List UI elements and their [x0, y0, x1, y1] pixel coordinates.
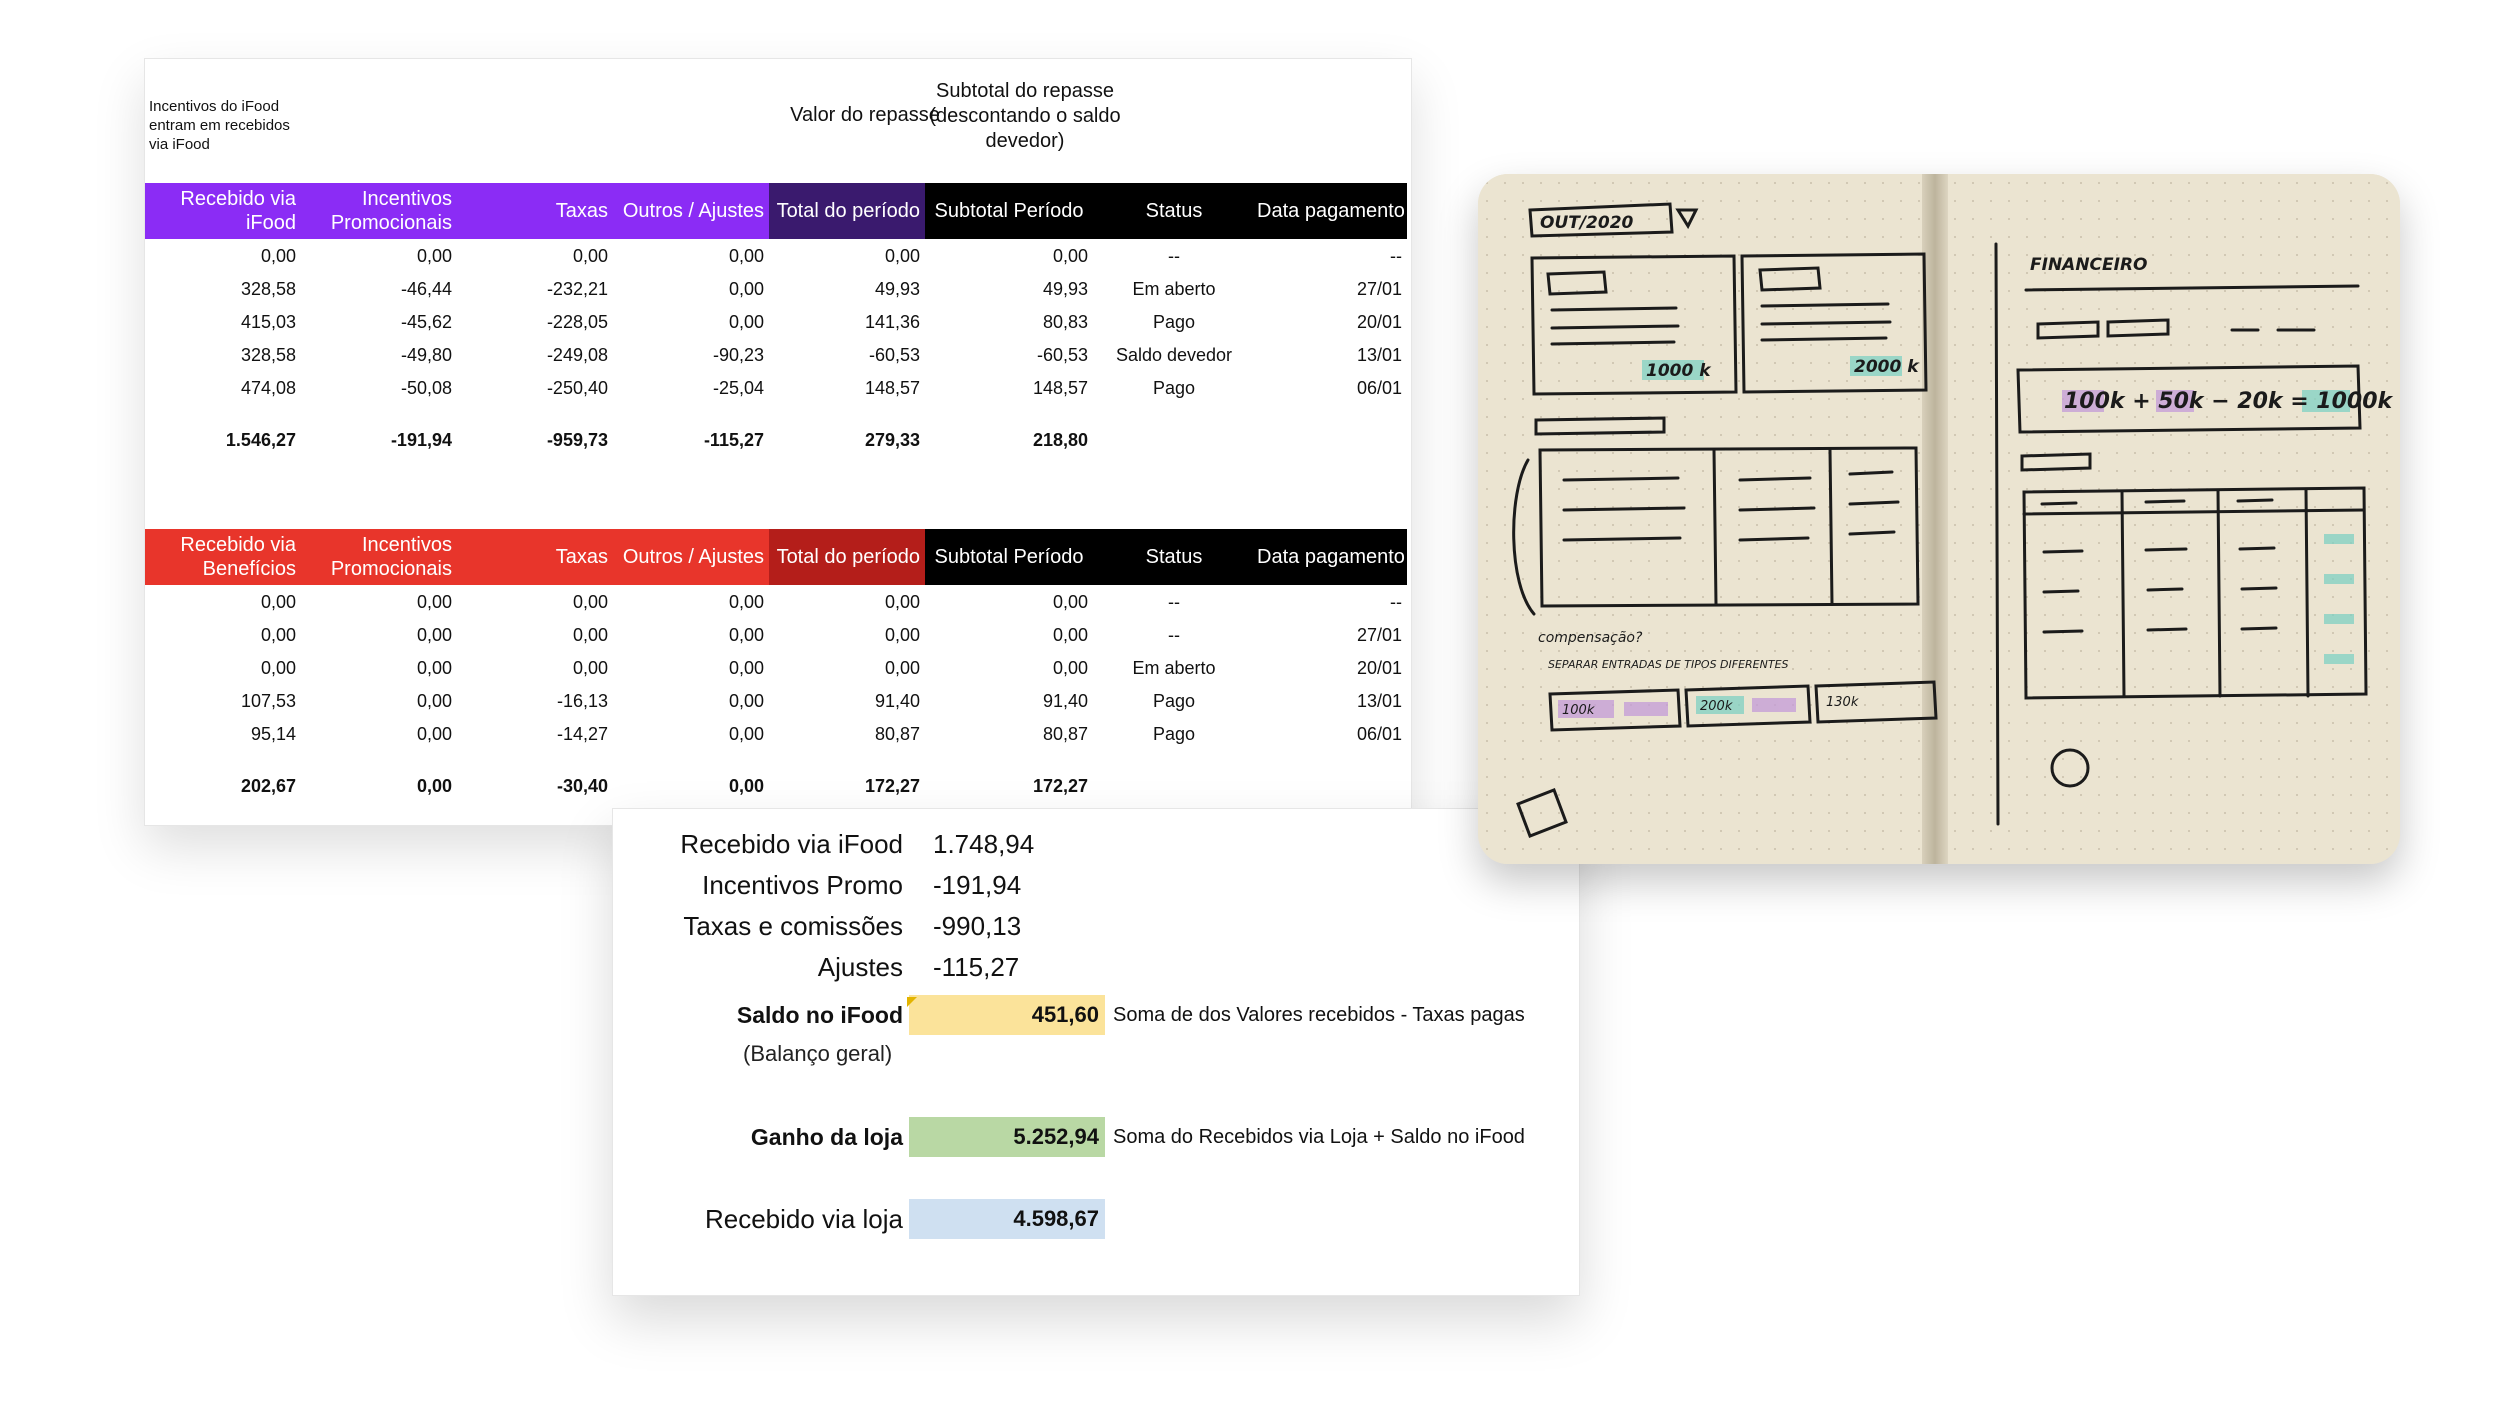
ganho-value-cell[interactable]: 5.252,94 — [909, 1117, 1105, 1157]
table-cell[interactable]: Em aberto — [1132, 657, 1216, 678]
sketch-drawing — [1478, 174, 2400, 864]
summary-row-incentivos — [613, 870, 1109, 901]
comment-marker-icon[interactable] — [907, 997, 917, 1007]
valor-repasse-header: Valor do repasse — [790, 104, 940, 126]
summary-row-ajustes — [613, 952, 1109, 983]
summary-value[interactable]: -191,94 — [933, 870, 1022, 900]
col-header-total[interactable]: Total do período — [769, 529, 925, 585]
total-cell[interactable]: -115,27 — [703, 429, 764, 450]
table-cell[interactable]: 91,40 — [874, 690, 920, 711]
table-cell[interactable]: 0,00 — [416, 245, 452, 266]
ifood-table-header — [145, 183, 1407, 239]
table-cell[interactable]: 0,00 — [728, 278, 764, 299]
summary-row-loja — [613, 1199, 1105, 1239]
col-header-status[interactable]: Status — [1093, 529, 1255, 585]
table-cell[interactable]: 0,00 — [728, 723, 764, 744]
summary-row-ganho — [613, 1117, 1525, 1157]
table-row — [145, 717, 1407, 750]
sketch-note-separate: SEPARAR ENTRADAS DE TIPOS DIFERENTES — [1548, 658, 1789, 671]
table-cell[interactable]: 0,00 — [572, 591, 608, 612]
table-cell[interactable]: -- — [1168, 591, 1180, 612]
table-cell[interactable]: 148,57 — [1032, 377, 1088, 398]
saldo-note: Soma de dos Valores recebidos - Taxas pagas — [1113, 1003, 1525, 1026]
loja-value-cell[interactable]: 4.598,67 — [909, 1199, 1105, 1239]
loja-label: Recebido via loja — [704, 1203, 903, 1234]
table-row — [145, 272, 1407, 305]
table-cell[interactable]: 06/01 — [1356, 377, 1402, 398]
col-header-status[interactable]: Status — [1093, 183, 1255, 239]
total-cell[interactable]: -191,94 — [390, 429, 452, 450]
col-header-taxas[interactable]: Taxas — [457, 529, 613, 585]
col-header-outros[interactable]: Outros / Ajustes — [613, 529, 769, 585]
total-cell[interactable]: -959,73 — [546, 429, 608, 450]
table-cell[interactable]: Pago — [1152, 377, 1196, 398]
ifood-incentives-note: Incentivos do iFood entram em recebidos via iFood — [149, 98, 290, 153]
table-cell[interactable]: 0,00 — [728, 624, 764, 645]
table-cell[interactable]: 0,00 — [1052, 245, 1088, 266]
table-cell[interactable]: -- — [1168, 624, 1180, 645]
summary-value[interactable]: -115,27 — [933, 952, 1020, 982]
table-row — [145, 371, 1407, 404]
sketch-card-a: 1000 k — [1646, 361, 1711, 381]
table-cell[interactable]: -50,08 — [400, 377, 452, 398]
table-cell[interactable]: 95,14 — [250, 723, 296, 744]
table-cell[interactable]: 0,00 — [260, 624, 296, 645]
table-cell[interactable]: Pago — [1152, 690, 1196, 711]
table-cell[interactable]: 0,00 — [884, 624, 920, 645]
total-cell[interactable]: 279,33 — [864, 429, 920, 450]
table-cell[interactable]: -45,62 — [400, 311, 452, 332]
table-cell[interactable]: 80,87 — [874, 723, 920, 744]
saldo-label: Saldo no iFood — [736, 1001, 903, 1028]
summary-value[interactable]: -990,13 — [933, 911, 1022, 941]
col-header-outros[interactable]: Outros / Ajustes — [613, 183, 769, 239]
sketch-note-question: compensação? — [1538, 630, 1643, 646]
table-cell[interactable]: Em aberto — [1132, 278, 1216, 299]
sketch-mini-3: 130k — [1826, 695, 1859, 710]
table-cell[interactable]: 0,00 — [1052, 657, 1088, 678]
total-cell[interactable]: 1.546,27 — [225, 429, 296, 450]
total-cell[interactable]: 172,27 — [1032, 775, 1088, 796]
col-header-data[interactable]: Data pagamento — [1255, 529, 1407, 585]
table-cell[interactable]: 0,00 — [1052, 624, 1088, 645]
table-cell[interactable]: 0,00 — [884, 245, 920, 266]
table-cell[interactable]: 0,00 — [728, 591, 764, 612]
table-cell[interactable]: -228,05 — [546, 311, 608, 332]
table-cell[interactable]: 0,00 — [728, 311, 764, 332]
table-cell[interactable]: 20/01 — [1356, 657, 1402, 678]
col-header-subtotal[interactable]: Subtotal Período — [925, 529, 1093, 585]
ganho-label: Ganho da loja — [750, 1123, 903, 1150]
summary-label: Ajustes — [817, 952, 903, 982]
col-header-recebido-ifood[interactable]: Recebido via iFood — [145, 183, 301, 239]
table-cell[interactable]: 0,00 — [416, 690, 452, 711]
notebook-sketch-photo — [1478, 174, 2400, 864]
table-cell[interactable]: 27/01 — [1356, 278, 1402, 299]
table-cell[interactable]: Pago — [1152, 311, 1196, 332]
saldo-value-cell[interactable]: 451,60 — [909, 995, 1105, 1035]
balance-summary-card — [612, 808, 1580, 1296]
sketch-title: FINANCEIRO — [2030, 255, 2148, 275]
ifood-spreadsheet — [144, 58, 1412, 826]
table-cell[interactable]: 141,36 — [864, 311, 920, 332]
table-row — [145, 305, 1407, 338]
table-cell[interactable]: 91,40 — [1042, 690, 1088, 711]
table-cell[interactable]: 0,00 — [260, 591, 296, 612]
table-cell[interactable]: 0,00 — [416, 591, 452, 612]
balanco-label: (Balanço geral) — [743, 1041, 893, 1066]
table-cell[interactable]: -- — [1168, 245, 1180, 266]
table-cell[interactable]: -249,08 — [546, 344, 608, 365]
ifood-table — [145, 183, 1407, 456]
col-header-recebido-beneficios[interactable]: Recebido via Benefícios — [145, 529, 301, 585]
table-cell[interactable]: 328,58 — [240, 344, 296, 365]
table-row — [145, 684, 1407, 717]
table-cell[interactable]: 27/01 — [1356, 624, 1402, 645]
table-cell[interactable]: 13/01 — [1356, 344, 1402, 365]
summary-label: Recebido via iFood — [680, 829, 903, 859]
table-cell[interactable]: 0,00 — [572, 245, 608, 266]
table-cell[interactable]: 0,00 — [416, 624, 452, 645]
table-cell[interactable]: 107,53 — [240, 690, 296, 711]
table-cell[interactable]: 0,00 — [1052, 591, 1088, 612]
beneficios-table-header — [145, 529, 1407, 585]
summary-label: Incentivos Promo — [702, 870, 903, 900]
table-cell[interactable]: 0,00 — [728, 657, 764, 678]
col-header-incentivos[interactable]: Incentivos Promocionais — [301, 183, 457, 239]
totals-row — [145, 769, 1407, 802]
table-cell[interactable]: 0,00 — [884, 657, 920, 678]
col-header-data[interactable]: Data pagamento — [1255, 183, 1407, 239]
table-cell[interactable]: -60,53 — [868, 344, 920, 365]
table-cell[interactable]: -232,21 — [546, 278, 608, 299]
table-cell[interactable]: 474,08 — [240, 377, 296, 398]
sketch-card-b: 2000 k — [1854, 357, 1919, 377]
sketch-mini-1: 100k — [1562, 703, 1595, 718]
table-cell[interactable]: 0,00 — [572, 657, 608, 678]
summary-value[interactable]: 1.748,94 — [933, 829, 1035, 859]
table-cell[interactable]: 0,00 — [572, 624, 608, 645]
col-header-incentivos[interactable]: Incentivos Promocionais — [301, 529, 457, 585]
table-cell[interactable]: 0,00 — [728, 245, 764, 266]
table-cell[interactable]: Saldo devedor — [1115, 344, 1233, 365]
summary-row-recebido-ifood — [613, 829, 1109, 860]
table-cell[interactable]: -25,04 — [712, 377, 764, 398]
sketch-mini-2: 200k — [1700, 699, 1733, 714]
summary-row-saldo — [613, 995, 1525, 1035]
table-cell[interactable]: 49,93 — [874, 278, 920, 299]
col-header-subtotal[interactable]: Subtotal Período — [925, 183, 1093, 239]
total-cell[interactable]: 172,27 — [864, 775, 920, 796]
table-cell[interactable]: -- — [1390, 591, 1402, 612]
table-cell[interactable]: 80,87 — [1042, 723, 1088, 744]
table-row — [145, 239, 1407, 272]
table-cell[interactable]: Pago — [1152, 723, 1196, 744]
summary-row-taxas — [613, 911, 1109, 942]
table-cell[interactable]: 0,00 — [416, 657, 452, 678]
table-cell[interactable]: 0,00 — [260, 245, 296, 266]
table-cell[interactable]: -46,44 — [400, 278, 452, 299]
totals-row — [145, 423, 1407, 456]
table-row — [145, 585, 1407, 618]
table-cell[interactable]: 0,00 — [884, 591, 920, 612]
table-cell[interactable]: 80,83 — [1042, 311, 1088, 332]
table-cell[interactable]: 0,00 — [416, 723, 452, 744]
total-cell[interactable]: 0,00 — [416, 775, 452, 796]
total-cell[interactable]: 202,67 — [240, 775, 296, 796]
table-row — [145, 651, 1407, 684]
table-row — [145, 338, 1407, 371]
col-header-total[interactable]: Total do período — [769, 183, 925, 239]
table-cell[interactable]: -16,13 — [556, 690, 608, 711]
sketch-formula: 100k + 50k − 20k = 1000k — [2064, 389, 2393, 414]
table-cell[interactable]: -250,40 — [546, 377, 608, 398]
total-cell[interactable]: 0,00 — [728, 775, 764, 796]
sketch-month: OUT/2020 — [1540, 213, 1634, 233]
table-cell[interactable]: 415,03 — [240, 311, 296, 332]
table-cell[interactable]: -90,23 — [712, 344, 764, 365]
total-cell[interactable]: 218,80 — [1032, 429, 1088, 450]
table-cell[interactable]: -14,27 — [556, 723, 608, 744]
ganho-note: Soma do Recebidos via Loja + Saldo no iFood — [1113, 1125, 1525, 1148]
table-cell[interactable]: 49,93 — [1042, 278, 1088, 299]
total-cell[interactable]: -30,40 — [556, 775, 608, 796]
table-cell[interactable]: 06/01 — [1356, 723, 1402, 744]
table-cell[interactable]: -60,53 — [1036, 344, 1088, 365]
table-cell[interactable]: 0,00 — [728, 690, 764, 711]
summary-label: Taxas e comissões — [683, 911, 903, 941]
subtotal-repasse-header: Subtotal do repasse (descontando o saldo devedor) — [929, 80, 1121, 152]
table-row — [145, 618, 1407, 651]
table-cell[interactable]: 20/01 — [1356, 311, 1402, 332]
table-cell[interactable]: 13/01 — [1356, 690, 1402, 711]
table-cell[interactable]: 328,58 — [240, 278, 296, 299]
table-cell[interactable]: -- — [1390, 245, 1402, 266]
table-cell[interactable]: 148,57 — [864, 377, 920, 398]
table-cell[interactable]: 0,00 — [260, 657, 296, 678]
table-cell[interactable]: -49,80 — [400, 344, 452, 365]
col-header-taxas[interactable]: Taxas — [457, 183, 613, 239]
beneficios-table — [145, 529, 1407, 802]
